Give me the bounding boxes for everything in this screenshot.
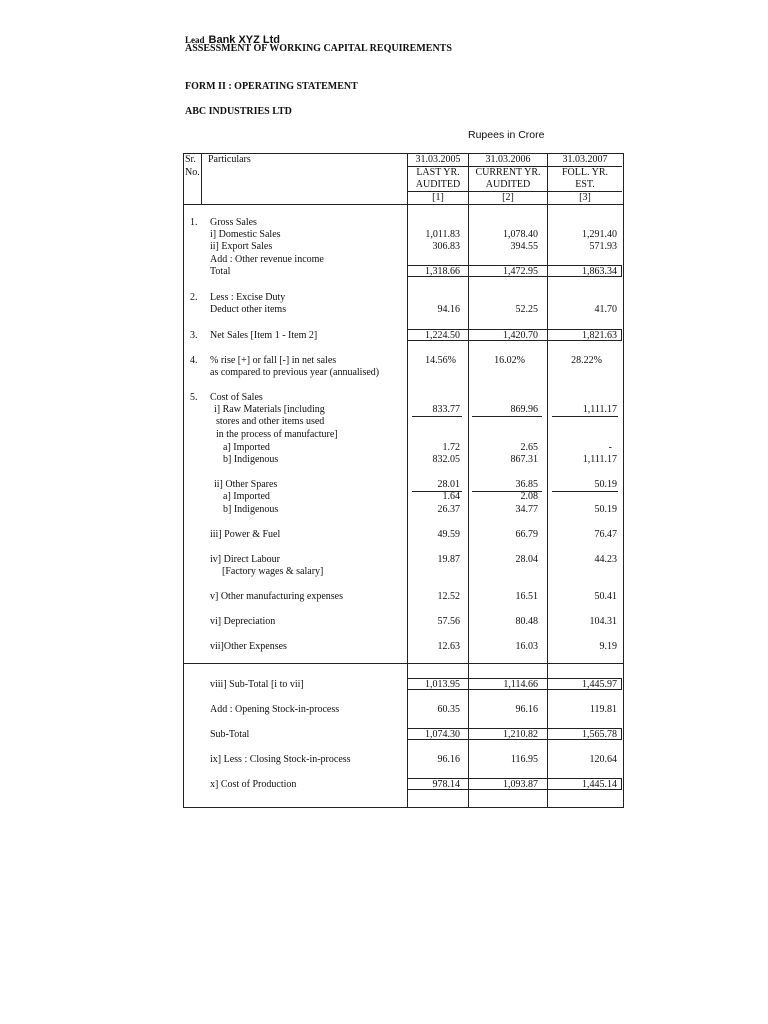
oe-c1: 12.63 bbox=[437, 641, 460, 652]
particulars-header: Particulars bbox=[208, 154, 251, 165]
os-c2: 36.85 bbox=[515, 479, 538, 490]
rm-c3: 1,111.17 bbox=[582, 404, 617, 415]
cop-c1: 978.14 bbox=[432, 779, 460, 790]
open-c2: 96.16 bbox=[515, 704, 538, 715]
cop-c2: 1,093.87 bbox=[503, 779, 538, 790]
rm-c1: 833.77 bbox=[432, 404, 460, 415]
cop-c3: 1,445.14 bbox=[582, 779, 617, 790]
col2-header: 31.03.2006 CURRENT YR. AUDITED [2] bbox=[475, 154, 541, 203]
form-title: FORM II : OPERATING STATEMENT bbox=[185, 81, 358, 92]
os-imported-label: a] Imported bbox=[223, 491, 270, 502]
oe-c3: 9.19 bbox=[599, 641, 617, 652]
total-c1: 1,318.66 bbox=[425, 266, 460, 277]
s5-number: 5. bbox=[190, 392, 198, 403]
pf-c2: 66.79 bbox=[515, 529, 538, 540]
header-bottom-rule bbox=[183, 204, 623, 205]
dep-c1: 57.56 bbox=[437, 616, 460, 627]
open-c1: 60.35 bbox=[437, 704, 460, 715]
other-revenue-label: Add : Other revenue income bbox=[210, 254, 324, 265]
open-c3: 119.81 bbox=[589, 704, 617, 715]
pct-c1: 14.56% bbox=[425, 355, 456, 366]
opening-stock-label: Add : Opening Stock-in-process bbox=[210, 704, 340, 715]
dom-c3: 1,291.40 bbox=[582, 229, 617, 240]
os-c3: 50.19 bbox=[594, 479, 617, 490]
dep-c3: 104.31 bbox=[589, 616, 617, 627]
dom-c2: 1,078.40 bbox=[503, 229, 538, 240]
rm-underline-c3 bbox=[552, 416, 618, 417]
dl-c1: 19.87 bbox=[437, 554, 460, 565]
os-imp-c1: 1.64 bbox=[442, 491, 460, 502]
pf-c1: 49.59 bbox=[437, 529, 460, 540]
ome-c2: 16.51 bbox=[515, 591, 538, 602]
rm-ind-c2: 867.31 bbox=[510, 454, 538, 465]
direct-labour-label: iv] Direct Labour bbox=[210, 554, 280, 565]
os-ind-c2: 34.77 bbox=[515, 504, 538, 515]
raw-materials-label-3: in the process of manufacture] bbox=[216, 429, 338, 440]
rm-imp-c2: 2.65 bbox=[520, 442, 538, 453]
header-year-rule bbox=[408, 166, 622, 167]
s2-number: 2. bbox=[190, 292, 198, 303]
raw-materials-label: i] Raw Materials [including bbox=[214, 404, 325, 415]
pf-c3: 76.47 bbox=[594, 529, 617, 540]
rm-ind-c3: 1,111.17 bbox=[582, 454, 617, 465]
header-index-rule bbox=[408, 191, 622, 192]
sr-col-divider bbox=[201, 153, 202, 205]
deduct-c2: 52.25 bbox=[515, 304, 538, 315]
pct-c2: 16.02% bbox=[494, 355, 525, 366]
rm-ind-c1: 832.05 bbox=[432, 454, 460, 465]
sub1-c3: 1,445.97 bbox=[582, 679, 617, 690]
subtotal-2-label: Sub-Total bbox=[210, 729, 250, 740]
raw-materials-label-2: stores and other items used bbox=[216, 416, 325, 427]
expenses-bottom-rule bbox=[183, 663, 623, 664]
lead-prefix: Lead bbox=[185, 35, 205, 45]
rm-imp-c3: - bbox=[608, 442, 612, 453]
dl-c2: 28.04 bbox=[515, 554, 538, 565]
ome-c3: 50.41 bbox=[594, 591, 617, 602]
os-underline-c3 bbox=[552, 491, 618, 492]
rm-indigenous-label: b] Indigenous bbox=[223, 454, 279, 465]
rm-underline-c1 bbox=[412, 416, 462, 417]
oe-c2: 16.03 bbox=[515, 641, 538, 652]
s1-number: 1. bbox=[190, 217, 198, 228]
sub1-c2: 1,114.66 bbox=[503, 679, 538, 690]
net-sales-label: Net Sales [Item 1 - Item 2] bbox=[210, 330, 318, 341]
total-c2: 1,472.95 bbox=[503, 266, 538, 277]
cost-of-sales-label: Cost of Sales bbox=[210, 392, 263, 403]
col1-header: 31.03.2005 LAST YR. AUDITED [1] bbox=[415, 154, 461, 203]
s4-number: 4. bbox=[190, 355, 198, 366]
company-name: ABC INDUSTRIES LTD bbox=[185, 106, 292, 117]
close-c2: 116.95 bbox=[510, 754, 538, 765]
sub2-c3: 1,565.78 bbox=[582, 729, 617, 740]
os-ind-c1: 26.37 bbox=[437, 504, 460, 515]
total-label: Total bbox=[210, 266, 231, 277]
net-c3: 1,821.63 bbox=[582, 330, 617, 341]
dom-c1: 1,011.83 bbox=[425, 229, 460, 240]
sr-header: Sr. No. bbox=[185, 154, 200, 178]
deduct-c1: 94.16 bbox=[437, 304, 460, 315]
os-c1: 28.01 bbox=[437, 479, 460, 490]
os-imp-c2: 2.08 bbox=[520, 491, 538, 502]
pct-label-1: % rise [+] or fall [-] in net sales bbox=[210, 355, 337, 366]
deduct-label: Deduct other items bbox=[210, 304, 287, 315]
sub2-c1: 1,074.30 bbox=[425, 729, 460, 740]
pct-c3: 28.22% bbox=[571, 355, 602, 366]
net-c1: 1,224.50 bbox=[425, 330, 460, 341]
dep-c2: 80.48 bbox=[515, 616, 538, 627]
closing-stock-label: ix] Less : Closing Stock-in-process bbox=[210, 754, 351, 765]
rm-c2: 869.96 bbox=[510, 404, 538, 415]
total-c3: 1,863.34 bbox=[582, 266, 617, 277]
exp-c2: 394.55 bbox=[510, 241, 538, 252]
rm-imported-label: a] Imported bbox=[223, 442, 270, 453]
cost-production-label: x] Cost of Production bbox=[210, 779, 297, 790]
close-c3: 120.64 bbox=[589, 754, 617, 765]
other-expenses-label: vii]Other Expenses bbox=[210, 641, 287, 652]
power-fuel-label: iii] Power & Fuel bbox=[210, 529, 281, 540]
rm-imp-c1: 1.72 bbox=[442, 442, 460, 453]
sub1-c1: 1,013.95 bbox=[425, 679, 460, 690]
rm-underline-c2 bbox=[472, 416, 542, 417]
depreciation-label: vi] Depreciation bbox=[210, 616, 276, 627]
units-label: Rupees in Crore bbox=[468, 129, 545, 141]
gross-sales-label: Gross Sales bbox=[210, 217, 257, 228]
dl-c3: 44.23 bbox=[594, 554, 617, 565]
net-c2: 1,420.70 bbox=[503, 330, 538, 341]
s3-number: 3. bbox=[190, 330, 198, 341]
export-sales-label: ii] Export Sales bbox=[210, 241, 273, 252]
other-mfg-label: v] Other manufacturing expenses bbox=[210, 591, 344, 602]
exp-c1: 306.83 bbox=[432, 241, 460, 252]
subtotal-1-label: viii] Sub-Total [i to vii] bbox=[210, 679, 304, 690]
ome-c1: 12.52 bbox=[437, 591, 460, 602]
lead-bank-name: Bank XYZ Ltd bbox=[208, 34, 281, 46]
os-indigenous-label: b] Indigenous bbox=[223, 504, 279, 515]
factory-wages-label: [Factory wages & salary] bbox=[222, 566, 324, 577]
exp-c3: 571.93 bbox=[589, 241, 617, 252]
close-c1: 96.16 bbox=[437, 754, 460, 765]
assessment-title: ASSESSMENT OF WORKING CAPITAL REQUIREMENTS bbox=[185, 43, 452, 54]
col3-header: 31.03.2007 FOLL. YR. EST. [3] bbox=[561, 154, 609, 203]
excise-label: Less : Excise Duty bbox=[210, 292, 286, 303]
deduct-c3: 41.70 bbox=[594, 304, 617, 315]
os-ind-c3: 50.19 bbox=[594, 504, 617, 515]
other-spares-label: ii] Other Spares bbox=[214, 479, 278, 490]
domestic-sales-label: i] Domestic Sales bbox=[210, 229, 281, 240]
pct-label-2: as compared to previous year (annualised) bbox=[210, 367, 380, 378]
sub2-c2: 1,210.82 bbox=[503, 729, 538, 740]
